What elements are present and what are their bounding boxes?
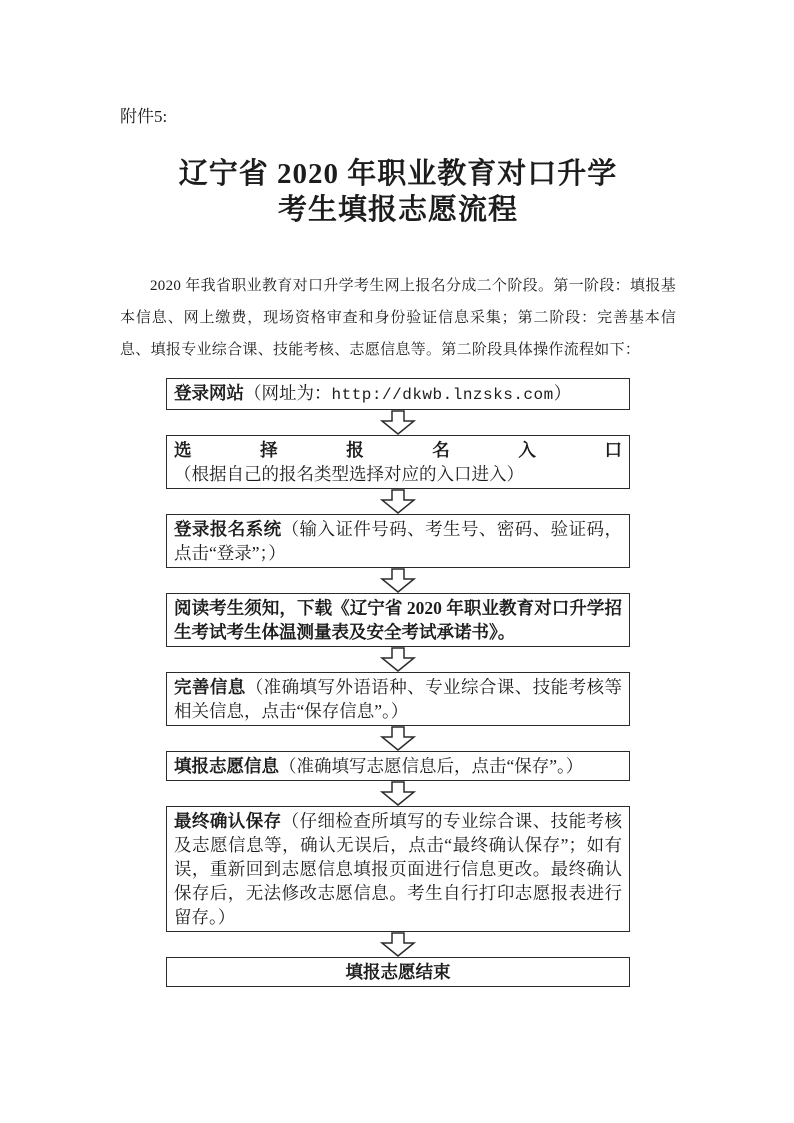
flowchart: [166, 378, 630, 987]
flow-step-detail: （根据自己的报名类型选择对应的入口进入）: [174, 464, 524, 484]
attachment-label: 附件5:: [120, 107, 168, 126]
flow-step-detail: （准确填写志愿信息后，点击“保存”。）: [279, 756, 584, 776]
flow-step-lead: 最终确认保存: [174, 811, 282, 831]
flow-step-choose-entrance: [166, 435, 630, 489]
flow-step-lead: 登录网站: [174, 383, 244, 403]
flow-step-lead: 填报志愿信息: [174, 756, 279, 776]
down-arrow-icon: [166, 726, 630, 751]
flow-step-lead: 完善信息: [174, 677, 246, 697]
flow-step-detail-post: ）: [553, 383, 572, 403]
down-arrow-icon: [166, 410, 630, 435]
title-line-2: 考生填报志愿流程: [277, 194, 518, 226]
flow-step-detail: （输入证件号码、考生号、密码、验证码，点击“登录”；）: [174, 519, 622, 563]
down-arrow-icon: [166, 781, 630, 806]
flow-step-detail: （准确填写外语语种、专业综合课、技能考核等相关信息，点击“保存信息”。）: [174, 677, 622, 721]
flow-step-lead: 阅读考生须知，下载《辽宁省 2020 年职业教育对口升学招生考试考生体温测量表及安全考试承诺书》。: [174, 598, 622, 642]
flow-step-final-confirm-save: [166, 806, 630, 932]
down-arrow-icon: [166, 647, 630, 672]
flow-step-lead: 选择报名入口: [174, 440, 622, 460]
flow-step-complete-info: [166, 672, 630, 726]
flow-step-read-notice: [166, 593, 630, 647]
down-arrow-icon: [166, 932, 630, 957]
flow-step-login-system: [166, 514, 630, 568]
document-title: [120, 156, 676, 228]
title-line-1: 辽宁省 2020 年职业教育对口升学: [178, 158, 618, 190]
intro-paragraph: 2020 年我省职业教育对口升学考生网上报名分成二个阶段。第一阶段：填报基本信息、网上缴费，现场资格审查和身份验证信息采集；第二阶段：完善基本信息、填报专业综合课、技能考核、志愿信息等。第二阶段具体操作流程如下：: [120, 278, 676, 358]
flow-step-login-website: [166, 378, 630, 410]
flow-step-finish: [166, 957, 630, 987]
down-arrow-icon: [166, 489, 630, 514]
flow-step-fill-preferences: [166, 751, 630, 781]
flow-step-lead: 登录报名系统: [174, 519, 282, 539]
down-arrow-icon: [166, 568, 630, 593]
flow-step-lead: 填报志愿结束: [345, 962, 451, 982]
flow-step-detail-pre: （网址为：: [244, 383, 332, 403]
registration-url: http://dkwb.lnzsks.com: [331, 386, 554, 404]
flow-step-detail: （仔细检查所填写的专业综合课、技能考核及志愿信息等，确认无误后，点击“最终确认保存”；如有误，重新回到志愿信息填报页面进行信息更改。最终确认保存后，无法修改志愿信息。考生自行打印志愿报表进行留存。）: [174, 811, 622, 927]
